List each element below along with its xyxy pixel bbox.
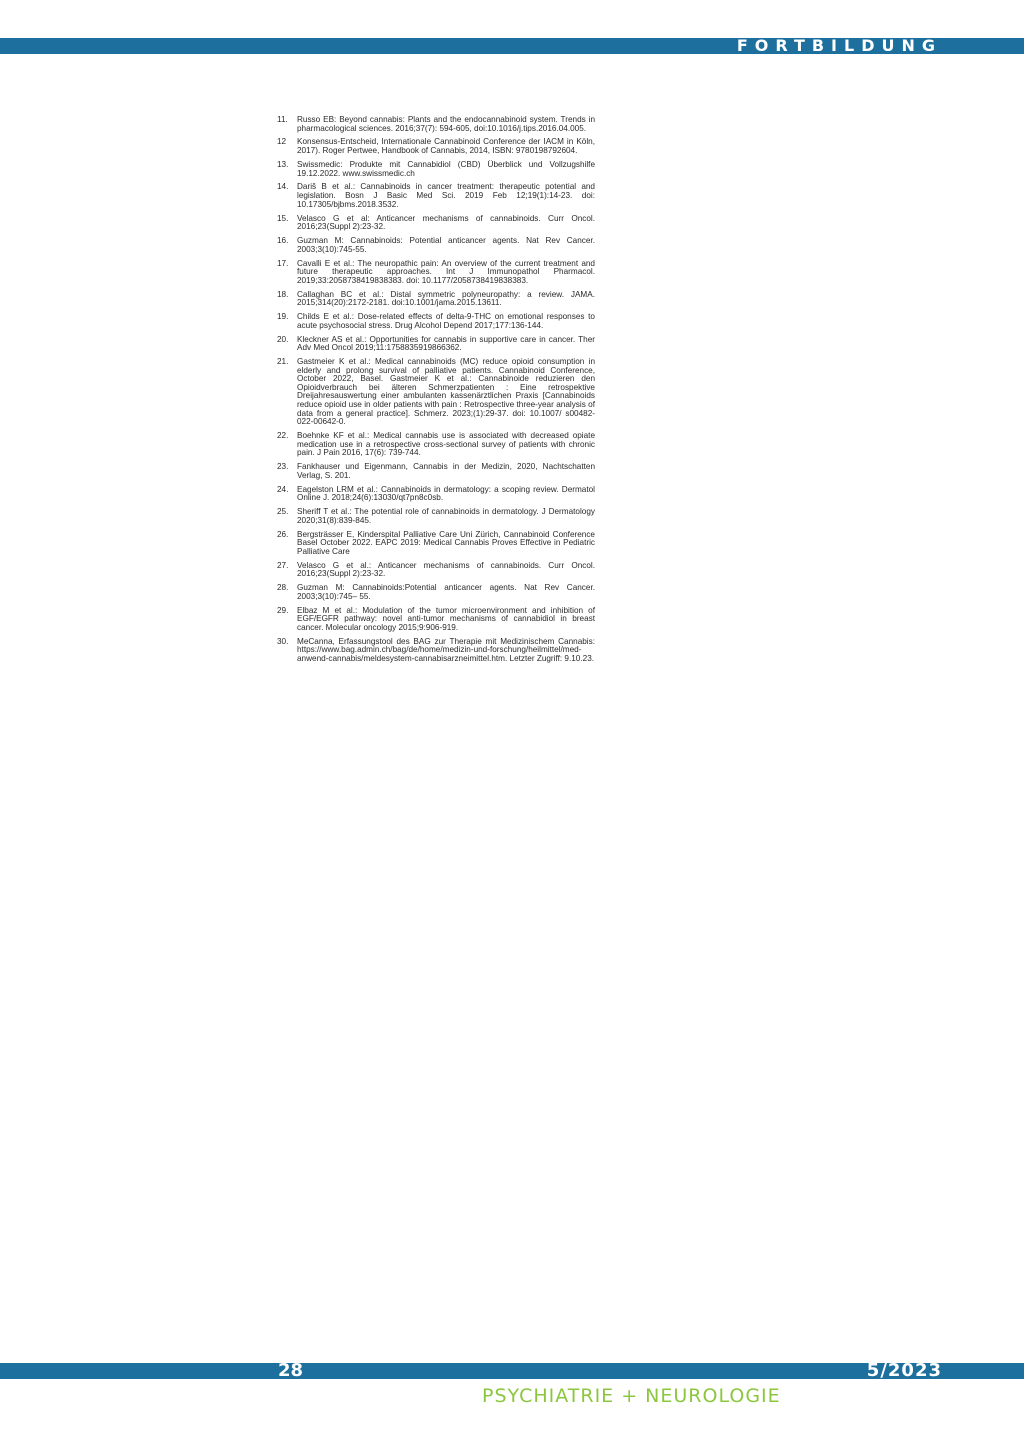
reference-item (277, 161, 595, 178)
reference-number: 19. (277, 312, 289, 322)
reference-number: 24. (277, 484, 289, 494)
reference-number: 26. (277, 529, 289, 539)
reference-number: 13. (277, 159, 289, 169)
reference-item (277, 358, 595, 427)
reference-item (277, 138, 595, 155)
journal-title: PSYCHIATRIE + NEUROLOGIE (482, 1385, 781, 1407)
reference-number: 28. (277, 583, 289, 593)
reference-text: Swissmedic: Produkte mit Cannabidiol (CBD) Überblick und Vollzugshilfe 19.12.2022. www.swissmedic.ch (297, 159, 595, 178)
reference-number: 27. (277, 560, 289, 570)
reference-item (277, 183, 595, 209)
page-number: 28 (278, 1360, 304, 1381)
issue-number: 5/2023 (866, 1360, 942, 1381)
reference-item (277, 291, 595, 308)
reference-number: 16. (277, 236, 289, 246)
reference-text: Guzman M: Cannabinoids:Potential anticancer agents. Nat Rev Cancer. 2003;3(10):745– 55. (297, 583, 595, 601)
section-label: FORTBILDUNG (736, 36, 942, 55)
reference-item (277, 531, 595, 557)
reference-number: 18. (277, 289, 289, 299)
reference-text: Fankhauser und Eigenmann, Cannabis in der Medizin, 2020, Nachtschatten Verlag, S. 201. (297, 462, 595, 480)
reference-number: 23. (277, 462, 289, 472)
reference-item (277, 463, 595, 480)
reference-text: Sheriff T et al.: The potential role of cannabinoids in dermatology. J Dermatology 2020;31(8):839-845. (297, 507, 595, 525)
reference-number: 14. (277, 182, 289, 192)
reference-text: Dariš B et al.: Cannabinoids in cancer treatment: therapeutic potential and legislation. Bosn J Basic Med Sci. 2019 Feb 12;19(1):14-23. doi: 10.17305/bjbms.2018.3532. (297, 182, 595, 209)
reference-item (277, 432, 595, 458)
reference-text: Guzman M: Cannabinoids: Potential anticancer agents. Nat Rev Cancer. 2003;3(10):745-55. (297, 236, 595, 254)
reference-text: Konsensus-Entscheid, Internationale Cannabinoid Conference der IACM in Köln, 2017). Roger Pertwee, Handbook of Cannabis, 2014, ISBN: 9780198792604. (297, 137, 595, 156)
reference-item (277, 215, 595, 232)
reference-item (277, 336, 595, 353)
reference-text: Childs E et al.: Dose-related effects of delta-9-THC on emotional responses to acute psychosocial stress. Drug Alcohol Depend 2017;177:136-144. (297, 312, 595, 330)
reference-text: MeCanna, Erfassungstool des BAG zur Therapie mit Medizinischem Cannabis: https://www.bag.admin.ch/bag/de/home/medizin-und-forschung/heilmittel/med-anwend-cannabis/meldesystem-cannabisarzneimittel.htm. Letzter Zugriff: 9.10.23. (297, 636, 595, 663)
reference-text: Kleckner AS et al.: Opportunities for cannabis in supportive care in cancer. Ther Adv Med Oncol 2019;11:1758835919866362. (297, 334, 595, 353)
reference-number: 30. (277, 636, 289, 646)
reference-text: Callaghan BC et al.: Distal symmetric polyneuropathy: a review. JAMA. 2015;314(20):2172-2181. doi:10.1001/jama.2015.13611. (297, 289, 595, 308)
reference-item (277, 607, 595, 633)
reference-number: 15. (277, 213, 289, 223)
reference-number: 21. (277, 357, 289, 367)
reference-item (277, 237, 595, 254)
reference-text: Boehnke KF et al.: Medical cannabis use is associated with decreased opiate medication use in a retrospective cross-sectional survey of patients with chronic pain. J Pain 2016, 17(6): 739-744. (297, 431, 595, 458)
reference-text: Bergsträsser E, Kinderspital Palliative Care Uni Zürich, Cannabinoid Conference Basel October 2022. EAPC 2019: Medical Cannabis Proves Effective in Pediatric Palliative Care (297, 529, 595, 556)
reference-text: Gastmeier K et al.: Medical cannabinoids (MC) reduce opioid consumption in elderly and prolong survival of palliative patients. Cannabinoid Conference, October 2022, Basel. Gastmeier K et al.: Cannabinoide reduzieren den Opioidverbrauch bei älteren Schmerzpatienten : Eine retrospektive Dreijahresauswertung einer ambulanten kassenärztlichen Praxis [Cannabinoids reduce opioid use in older patients with pain : Retrospective three-year analysis of data from a general practice]. Schmerz. 2023;(1):29-37. doi: 10.1007/ s00482-022-00642-0. (297, 357, 595, 427)
reference-item (277, 116, 595, 133)
reference-list (277, 116, 595, 669)
reference-text: Russo EB: Beyond cannabis: Plants and the endocannabinoid system. Trends in pharmacological sciences. 2016;37(7): 594-605, doi:10.1016/j.tips.2016.04.005. (297, 115, 595, 133)
reference-item (277, 508, 595, 525)
reference-text: Velasco G et al: Anticancer mechanisms of cannabinoids. Curr Oncol. 2016;23(Suppl 2):23-32. (297, 213, 595, 232)
reference-item (277, 313, 595, 330)
reference-text: Velasco G et al.: Anticancer mechanisms of cannabinoids. Curr Oncol. 2016;23(Suppl 2):23-32. (297, 560, 595, 579)
reference-text: Cavalli E et al.: The neuropathic pain: An overview of the current treatment and future therapeutic approaches. Int J Immunopathol Pharmacol. 2019;33:2058738419838383. doi: 10.1177/2058738419838383. (297, 258, 595, 285)
reference-text: Eagelston LRM et al.: Cannabinoids in dermatology: a scoping review. Dermatol Online J. 2018;24(6):13030/qt7pn8c0sb. (297, 484, 595, 503)
reference-item (277, 260, 595, 286)
reference-number: 29. (277, 605, 289, 615)
reference-item (277, 638, 595, 664)
reference-number: 20. (277, 334, 289, 344)
reference-number: 11. (277, 115, 288, 124)
reference-item (277, 486, 595, 503)
reference-number: 22. (277, 431, 289, 441)
reference-number: 12 (277, 137, 287, 147)
reference-item (277, 584, 595, 601)
reference-number: 25. (277, 507, 289, 517)
reference-text: Elbaz M et al.: Modulation of the tumor microenvironment and inhibition of EGF/EGFR pathway: novel anti-tumor mechanisms of cannabidiol in breast cancer. Molecular oncology 2015;9:906-919. (297, 605, 595, 632)
reference-item (277, 562, 595, 579)
reference-number: 17. (277, 258, 289, 268)
